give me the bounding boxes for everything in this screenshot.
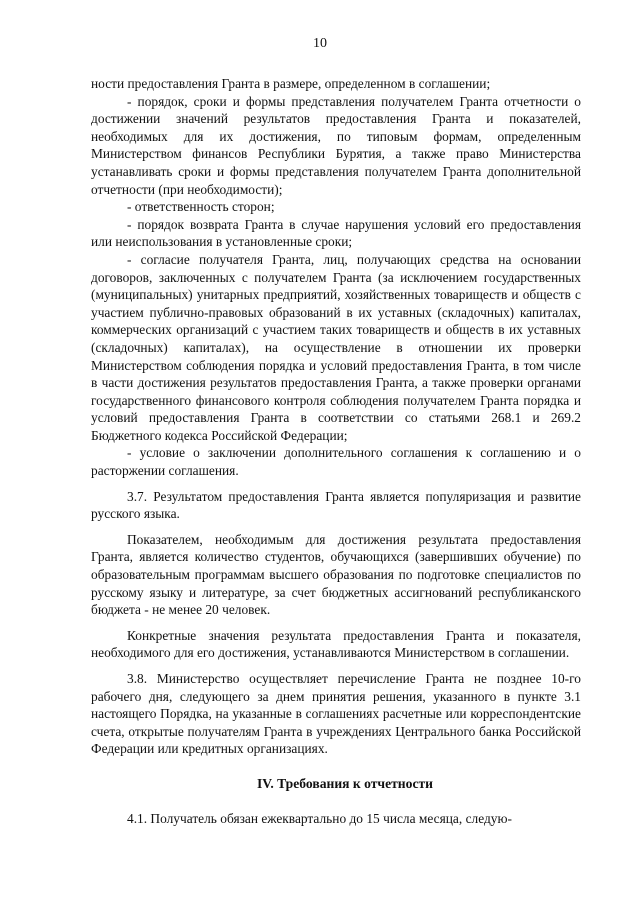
page-number: 10 [313, 36, 327, 51]
list-item-consent: - согласие получателя Гранта, лиц, получающих средства на основании договоров, заключенных с получателем Гранта (за исключением государственных (муниципальных) унитарных предприятий, хозяйственных товариществ и обществ с участием публично-правовых образований в их уставных (складочных) капиталах, коммерческих организаций с участием таких товариществ и обществ в их уставных (складочных) капиталах), на осуществление в отношении их проверки Министерством соблюдения порядка и условий предоставления Гранта, в том числе в части достижения результатов предоставления Гранта, а также проверки органами государственного финансового контроля соблюдения получателем Гранта порядка и условий предоставления Гранта в соответствии со статьями 268.1 и 269.2 Бюджетного кодекса Российской Федерации; [91, 251, 581, 443]
clause-3-7: 3.7. Результатом предоставления Гранта является популяризация и развитие русского языка. [91, 488, 581, 522]
clause-4-1: 4.1. Получатель обязан ежеквартально до 15 числа месяца, следую- [127, 810, 512, 826]
document-body [91, 75, 581, 828]
indicator-paragraph: Показателем, необходимым для достижения результата предоставления Гранта, является количество студентов, обучающихся (завершивших обучение) по образовательным программам высшего образования по подготовке специалистов по русскому языку и литературе, за счет бюджетных ассигнований республиканского бюджета - не менее 20 человек. [91, 531, 581, 618]
paragraph-continuation: ности предоставления Гранта в размере, определенном в соглашении; [91, 76, 491, 91]
list-item-responsibility: - ответственность сторон; [127, 199, 275, 215]
list-item-reporting: - порядок, сроки и формы представления получателем Гранта отчетности о достижении значений результатов предоставления Гранта и показателей, необходимых для их достижения, по типовым формам, определенным Министерством финансов Республики Бурятия, а также право Министерства устанавливать сроки и формы представления получателем Гранта дополнительной отчетности (при необходимости); [91, 93, 581, 197]
list-item-additional-agreement: - условие о заключении дополнительного соглашения к соглашению и о расторжении соглашения. [91, 445, 581, 479]
clause-3-8: 3.8. Министерство осуществляет перечисление Гранта не позднее 10-го рабочего дня, следующего за днем принятия решения, указанного в пункте 3.1 настоящего Порядка, на указанные в соглашениях расчетные или корреспондентские счета, открытые получателям Гранта в учреждениях Центрального банка Российской Федерации или кредитных организациях. [91, 671, 581, 757]
specific-values-paragraph: Конкретные значения результата предоставления Гранта и показателя, необходимого для его достижения, устанавливаются Министерством в соглашении. [91, 627, 581, 661]
section-heading: IV. Требования к отчетности [256, 775, 433, 791]
list-item-refund: - порядок возврата Гранта в случае нарушения условий его предоставления или неиспользования в установленные сроки; [91, 216, 581, 250]
